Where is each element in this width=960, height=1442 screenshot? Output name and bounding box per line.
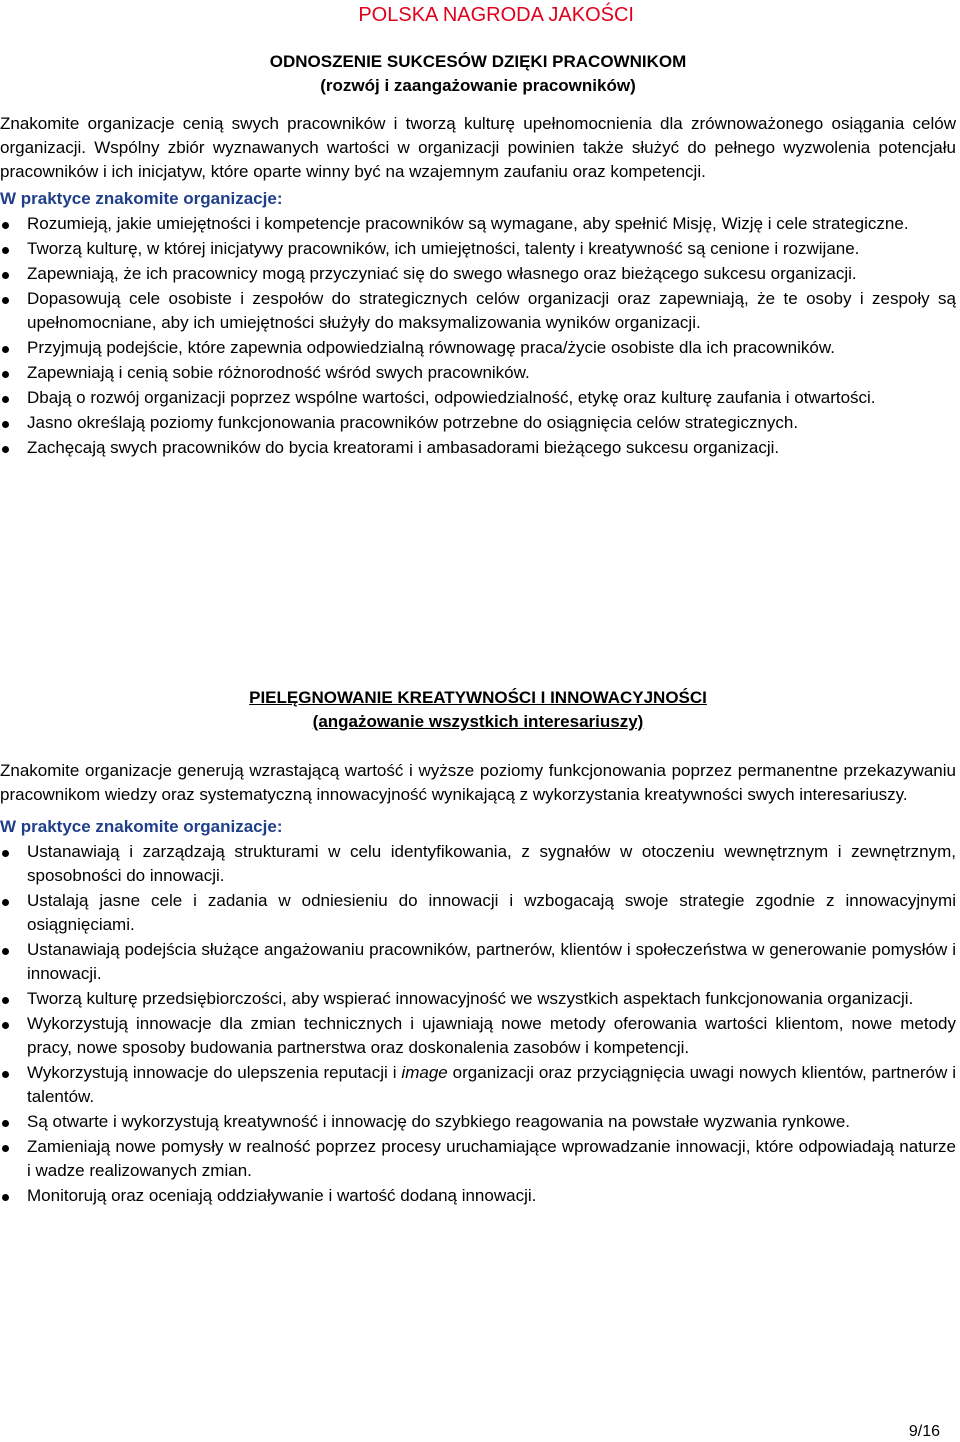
bullet-icon [2, 222, 9, 229]
list-item-text [27, 1063, 956, 1106]
list-item-text: Rozumieją, jakie umiejętności i kompetencje pracowników są wymagane, aby spełnić Misję, Wizję i cele strategiczne. [27, 214, 909, 233]
list-item [0, 889, 956, 937]
practice-label: W praktyce znakomite organizacje: [0, 189, 283, 208]
list-item [0, 361, 956, 385]
list-item-text-start: Wykorzystują innowacje do ulepszenia reputacji i [27, 1063, 402, 1082]
bullet-icon [2, 371, 9, 378]
award-header: POLSKA NAGRODA JAKOŚCI [358, 4, 634, 26]
list-item-text: Wykorzystują innowacje dla zmian technicznych i ujawniają nowe metody oferowania wartości klientom, nowe metody pracy, nowe sposoby budowania partnerstwa oraz doskonalenia zasobów i kompetencji. [27, 1014, 956, 1057]
section-intro: Znakomite organizacje cenią swych pracowników i tworzą kulturę upełnomocnienia dla zrównoważonego osiągania celów organizacji. Wspólny zbiór wyznawanych wartości w organizacji powinien także służyć do pełnego wyzwolenia potencjału pracowników i ich inicjatyw, które oparte winny być na wzajemnym zaufaniu oraz kompetencji. [0, 114, 956, 181]
list-item [0, 1061, 956, 1109]
section-title: ODNOSZENIE SUKCESÓW DZIĘKI PRACOWNIKOM [269, 52, 687, 71]
list-item [0, 237, 956, 261]
section-subtitle: (angażowanie wszystkich interesariuszy) [312, 712, 644, 731]
list-item [0, 336, 956, 360]
section-intro: Znakomite organizacje generują wzrastającą wartość i wyższe poziomy funkcjonowania poprzez permanentne przekazywaniu pracownikom wiedzy oraz systematyczną innowacyjność wynikającą z wykorzystania kreatywności swych interesariuszy. [0, 761, 956, 804]
list-item-text: Dbają o rozwój organizacji poprzez wspólne wartości, odpowiedzialność, etykę oraz kulturę zaufania i otwartości. [27, 388, 876, 407]
list-item [0, 987, 956, 1011]
bullet-icon [2, 247, 9, 254]
list-item-text: Tworzą kulturę, w której inicjatywy pracowników, ich umiejętności, talenty i kreatywność są cenione i rozwijane. [27, 239, 860, 258]
list-item [0, 938, 956, 986]
list-item [0, 1110, 956, 1134]
list-item [0, 436, 956, 460]
section-subtitle: (rozwój i zaangażowanie pracowników) [320, 76, 636, 95]
list-item [0, 840, 956, 888]
list-item-text: Są otwarte i wykorzystują kreatywność i innowację do szybkiego reagowania na powstałe wyzwania rynkowe. [27, 1112, 851, 1131]
page-number: 9/16 [908, 1423, 940, 1440]
bullet-icon [2, 899, 9, 906]
list-item [0, 386, 956, 410]
bullet-icon [2, 446, 9, 453]
list-item-emphasis: image [401, 1063, 448, 1082]
practice-label: W praktyce znakomite organizacje: [0, 817, 283, 836]
list-item [0, 287, 956, 335]
bullet-icon [2, 396, 9, 403]
section-heading [0, 50, 956, 98]
list-item-text-end: organizacji oraz przyciągnięcia uwagi nowych klientów, partnerów i talentów. [27, 1063, 956, 1106]
list-item-text: Przyjmują podejście, które zapewnia odpowiedzialną równowagę praca/życie osobiste dla ich pracowników. [27, 338, 835, 357]
bullet-icon [2, 272, 9, 279]
list-item-text: Zapewniają, że ich pracownicy mogą przyczyniać się do swego własnego oraz bieżącego sukcesu organizacji. [27, 264, 857, 283]
list-item [0, 1012, 956, 1060]
list-item [0, 411, 956, 435]
bullet-icon [2, 948, 9, 955]
section-heading [0, 686, 956, 734]
list-item-text: Zapewniają i cenią sobie różnorodność wśród swych pracowników. [27, 363, 530, 382]
bullet-icon [2, 421, 9, 428]
bullet-icon [2, 297, 9, 304]
list-item-text: Zachęcają swych pracowników do bycia kreatorami i ambasadorami bieżącego sukcesu organizacji. [27, 438, 780, 457]
list-item-text: Zamieniają nowe pomysły w realność poprzez procesy uruchamiające wprowadzanie innowacji, które odpowiadają naturze i wadze realizowanych zmian. [27, 1137, 956, 1180]
list-item [0, 262, 956, 286]
list-item [0, 212, 956, 236]
list-item [0, 1184, 956, 1208]
section-people [0, 50, 956, 460]
bullet-icon [2, 850, 9, 857]
list-item [0, 1135, 956, 1183]
list-item-text: Tworzą kulturę przedsiębiorczości, aby wspierać innowacyjność we wszystkich aspektach funkcjonowania organizacji. [27, 989, 914, 1008]
bullet-icon [2, 346, 9, 353]
bullet-icon [2, 1071, 9, 1078]
bullet-icon [2, 997, 9, 1004]
list-item-text: Monitorują oraz oceniają oddziaływanie i wartość dodaną innowacji. [27, 1186, 537, 1205]
bullet-icon [2, 1194, 9, 1201]
list-item-text: Jasno określają poziomy funkcjonowania pracowników potrzebne do osiągnięcia celów strategicznych. [27, 413, 799, 432]
section-title: PIELĘGNOWANIE KREATYWNOŚCI I INNOWACYJNOŚCI [249, 688, 707, 707]
bullet-list [0, 212, 956, 460]
section-innovation [0, 686, 956, 1208]
bullet-icon [2, 1120, 9, 1127]
list-item-text: Ustalają jasne cele i zadania w odniesieniu do innowacji i wzbogacają swoje strategie zgodnie z innowacyjnymi osiągnięciami. [27, 891, 956, 934]
list-item-text: Dopasowują cele osobiste i zespołów do strategicznych celów organizacji oraz zapewniają, że te osoby i zespoły są upełnomocniane, aby ich umiejętności służyły do maksymalizowania wyników organizacji. [27, 289, 956, 332]
bullet-list [0, 840, 956, 1208]
bullet-icon [2, 1022, 9, 1029]
list-item-text: Ustanawiają podejścia służące angażowaniu pracowników, partnerów, klientów i społeczeństwa w generowanie pomysłów i innowacji. [27, 940, 956, 983]
list-item-text: Ustanawiają i zarządzają strukturami w celu identyfikowania, z sygnałów w otoczeniu wewnętrznym i zewnętrznym, sposobności do innowacji. [27, 842, 956, 885]
bullet-icon [2, 1145, 9, 1152]
